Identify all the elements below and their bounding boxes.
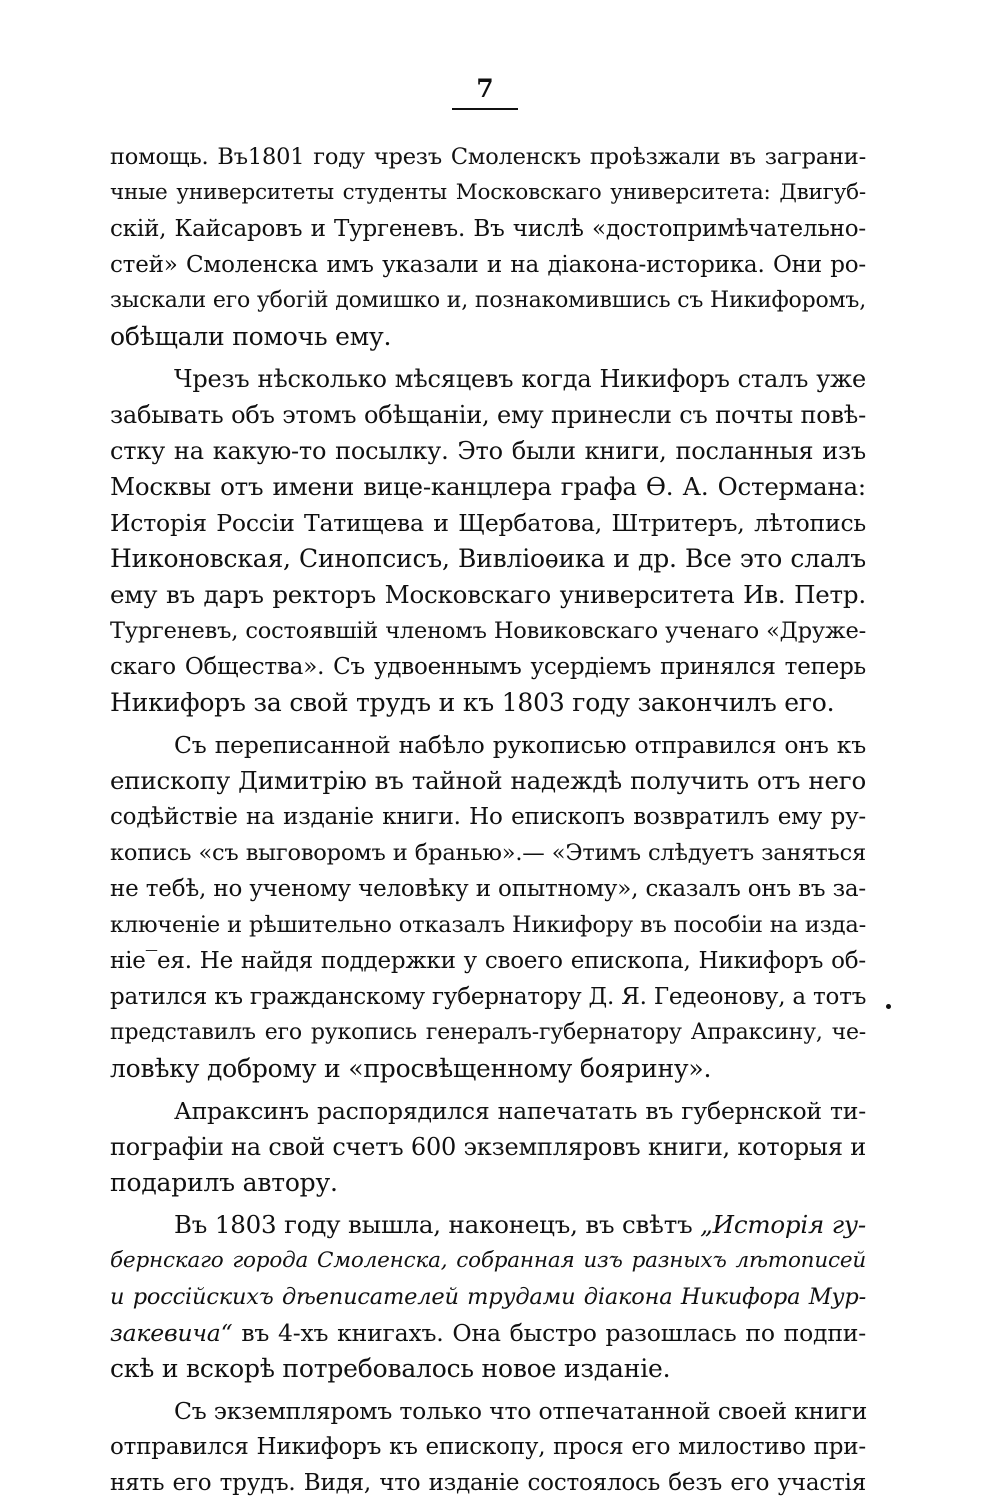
book-title-italic: бернскаго города Смоленска, собранная изъ разныхъ лѣтописей (110, 1248, 866, 1273)
text-line: Исторія Россіи Татищева и Щербатова, Штритеръ, лѣтопись (110, 509, 866, 537)
text-line: скѣ и вскорѣ потребовалось новое изданіе. (110, 1354, 671, 1383)
page-number-rule (452, 108, 518, 110)
text-line: стей» Смоленска имъ указали и на діакона-историка. Они ро- (110, 252, 866, 278)
text-line: ніе‾ея. Не найдя поддержки у своего епископа, Никифоръ об- (110, 948, 866, 974)
text-line: содѣйствіе на изданіе книги. Но епископъ возвратилъ ему ру- (110, 804, 866, 830)
text-line: обѣщали помочь ему. (110, 322, 392, 351)
text-line (110, 1207, 866, 1243)
text-line: представилъ его рукопись генералъ-губернатору Апраксину, че- (110, 1020, 866, 1045)
text-line (110, 1315, 866, 1351)
text-line: отправился Никифоръ къ епископу, прося его милостиво при- (110, 1434, 866, 1460)
text-line: Тургеневъ, состоявшій членомъ Новиковскаго ученаго «Друже- (110, 618, 866, 644)
text-line: подарилъ автору. (110, 1168, 338, 1197)
book-title-italic: закевича“ (110, 1319, 233, 1347)
text-line: Никоновская, Синопсисъ, Вивліоѳика и др. Все это слалъ (110, 544, 866, 573)
book-title-italic: и россійскихъ дѣеписателей трудами діакона Никифора Мур- (110, 1284, 866, 1310)
text-line: ему въ даръ ректоръ Московскаго университета Ив. Петр. (110, 580, 866, 609)
text-run: въ 4-хъ книгахъ. Она быстро разошлась по подпи- (232, 1319, 866, 1347)
paragraph-6 (110, 1393, 866, 1501)
paragraph-3 (110, 727, 866, 1087)
text-line: скій, Кайсаровъ и Тургеневъ. Въ числѣ «достопримѣчательно- (110, 216, 866, 242)
book-title-italic: „Исторія гу- (700, 1210, 867, 1239)
text-line: скаго Общества». Съ удвоеннымъ усердіемъ принялся теперь (110, 654, 866, 680)
text-line: зыскали его убогій домишко и, познакомившись съ Никифоромъ, (110, 288, 866, 313)
text-line: стку на какую-то посылку. Это были книги, посланныя изъ (110, 437, 866, 465)
text-line: пографіи на свой счетъ 600 экземпляровъ книги, которыя и (110, 1133, 866, 1161)
paragraph-2 (110, 361, 866, 721)
text-line: епископу Димитрію въ тайной надеждѣ получить отъ него (110, 766, 866, 795)
text-line: помощь. Въ1801 году чрезъ Смоленскъ проѣзжали въ заграни- (110, 144, 866, 170)
text-line: забывать объ этомъ обѣщаніи, ему принесли съ почты повѣ- (110, 401, 866, 429)
text-line: Апраксинъ распорядился напечатать въ губернской ти- (174, 1097, 866, 1125)
body-text (110, 139, 866, 1501)
text-line: ловѣку доброму и «просвѣщенному боярину». (110, 1054, 712, 1083)
text-line: Москвы отъ имени вице-канцлера графа Ѳ. А. Остермана: (110, 472, 866, 501)
paragraph-5 (110, 1207, 866, 1387)
text-line: не тебѣ, но ученому человѣку и опытному», сказалъ онъ въ за- (110, 876, 866, 902)
text-line: ключеніе и рѣшительно отказалъ Никифору въ пособіи на изда- (110, 912, 866, 938)
paragraph-4 (110, 1093, 866, 1201)
page-number: 7 (476, 74, 494, 103)
stray-ink-dot (886, 1004, 891, 1009)
text-line: нять его трудъ. Видя, что изданіе состоялось безъ его участія (110, 1470, 866, 1496)
text-line: Чрезъ нѣсколько мѣсяцевъ когда Никифоръ сталъ уже (174, 365, 866, 393)
text-line: Съ переписанной набѣло рукописью отправился онъ къ (174, 731, 866, 759)
text-line: Съ экземпляромъ только что отпечатанной своей книги (174, 1397, 868, 1425)
paragraph-1 (110, 139, 866, 355)
text-line: чные университеты студенты Московскаго университета: Двигуб- (110, 180, 866, 205)
text-line: ратился къ гражданскому губернатору Д. Я. Гедеонову, а тотъ (110, 984, 867, 1010)
text-run: Въ 1803 году вышла, наконецъ, въ свѣтъ (174, 1210, 701, 1239)
text-line: копись «съ выговоромъ и бранью».— «Этимъ слѣдуетъ заняться (110, 840, 866, 866)
text-line: Никифоръ за свой трудъ и къ 1803 году закончилъ его. (110, 688, 835, 717)
